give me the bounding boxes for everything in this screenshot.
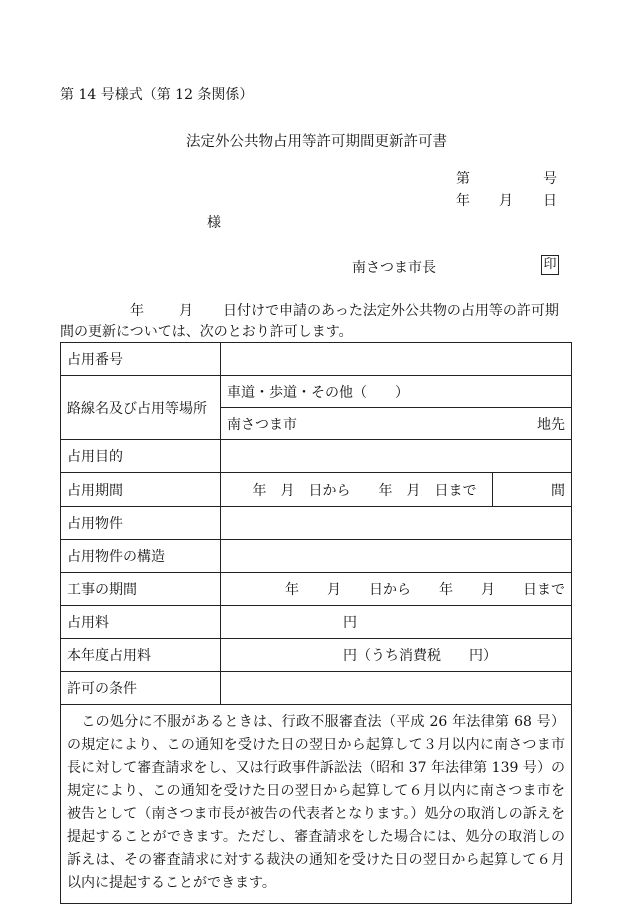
- intro-month: 月: [179, 303, 193, 319]
- route-city: 南さつま市: [227, 416, 297, 433]
- table-row: [61, 473, 572, 507]
- notice-text: この処分に不服があるときは、行政不服審査法（平成 26 年法律第 68 号）の規定により、この通知を受けた日の翌日から起算して３月以内に南さつま市長に対して審査請求をし、又は行政事件訴訟法（昭和 37 年法律第 139 号）の規定により、この通知を受けた日の翌日から起算して６月以内に南さつま市を被告として（南さつま市長が被告の代表者となります。）処分の取消しの訴えを提起することができます。ただし、審査請求をした場合には、処分の取消しの訴えは、その審査請求に対する裁決の通知を受けた日の翌日から起算して６月以内に提起することができます。: [67, 714, 565, 891]
- table-row: [61, 440, 572, 473]
- fee-year-label: 本年度占用料: [61, 639, 221, 672]
- table-row: [61, 705, 572, 904]
- conditions-label: 許可の条件: [61, 672, 221, 705]
- notice-indent: [67, 714, 81, 730]
- purpose-value: [221, 440, 572, 473]
- intro-line1: 日付けで申請のあった法定外公共物の占用等の許可期: [223, 303, 559, 319]
- structure-value: [221, 540, 572, 573]
- table-row: [61, 573, 572, 606]
- date-month: 月: [499, 193, 513, 209]
- table-row: [61, 343, 572, 376]
- fee-label: 占用料: [61, 606, 221, 639]
- recipient-suffix: 様: [207, 215, 221, 231]
- period-value: 年 月 日から 年 月 日まで: [221, 473, 493, 506]
- route-label: 路線名及び占用等場所: [61, 376, 221, 440]
- table-row: [61, 507, 572, 540]
- table-row: [61, 376, 572, 408]
- work-period-value: 年 月 日から 年 月 日まで: [221, 573, 572, 606]
- date-year: 年: [456, 193, 470, 209]
- period-unit: 間: [551, 482, 565, 499]
- table-row: [61, 540, 572, 573]
- permit-form-table: [60, 342, 572, 904]
- intro-year: 年: [130, 303, 144, 319]
- fee-year-value: 円（うち消費税 円）: [221, 639, 572, 672]
- route-suffix: 地先: [537, 416, 565, 433]
- period-cell: [221, 473, 572, 507]
- appeal-notice: [61, 705, 572, 904]
- issuer-name: 南さつま市長: [352, 260, 436, 276]
- occupancy-number-label: 占用番号: [61, 343, 221, 376]
- period-label: 占用期間: [61, 473, 221, 507]
- object-value: [221, 507, 572, 540]
- fee-value: 円: [221, 606, 572, 639]
- route-road-type: 車道・歩道・その他（ ）: [221, 376, 572, 408]
- seal-mark: [541, 255, 559, 275]
- seal-box: 印: [541, 255, 559, 275]
- date-day: 日: [543, 193, 557, 209]
- conditions-value: [221, 672, 572, 705]
- purpose-label: 占用目的: [61, 440, 221, 473]
- route-location: [221, 408, 572, 440]
- work-period-label: 工事の期間: [61, 573, 221, 606]
- structure-label: 占用物件の構造: [61, 540, 221, 573]
- table-row: [61, 639, 572, 672]
- doc-no-prefix: 第: [456, 171, 470, 187]
- object-label: 占用物件: [61, 507, 221, 540]
- intro-line2: 間の更新については、次のとおり許可します。: [60, 324, 353, 340]
- form-number: 第 14 号様式（第 12 条関係）: [60, 87, 254, 103]
- doc-no-suffix: 号: [543, 171, 557, 187]
- document-title: 法定外公共物占用等許可期間更新許可書: [186, 134, 447, 150]
- table-row: [61, 672, 572, 705]
- occupancy-number-value: [221, 343, 572, 376]
- table-row: [61, 606, 572, 639]
